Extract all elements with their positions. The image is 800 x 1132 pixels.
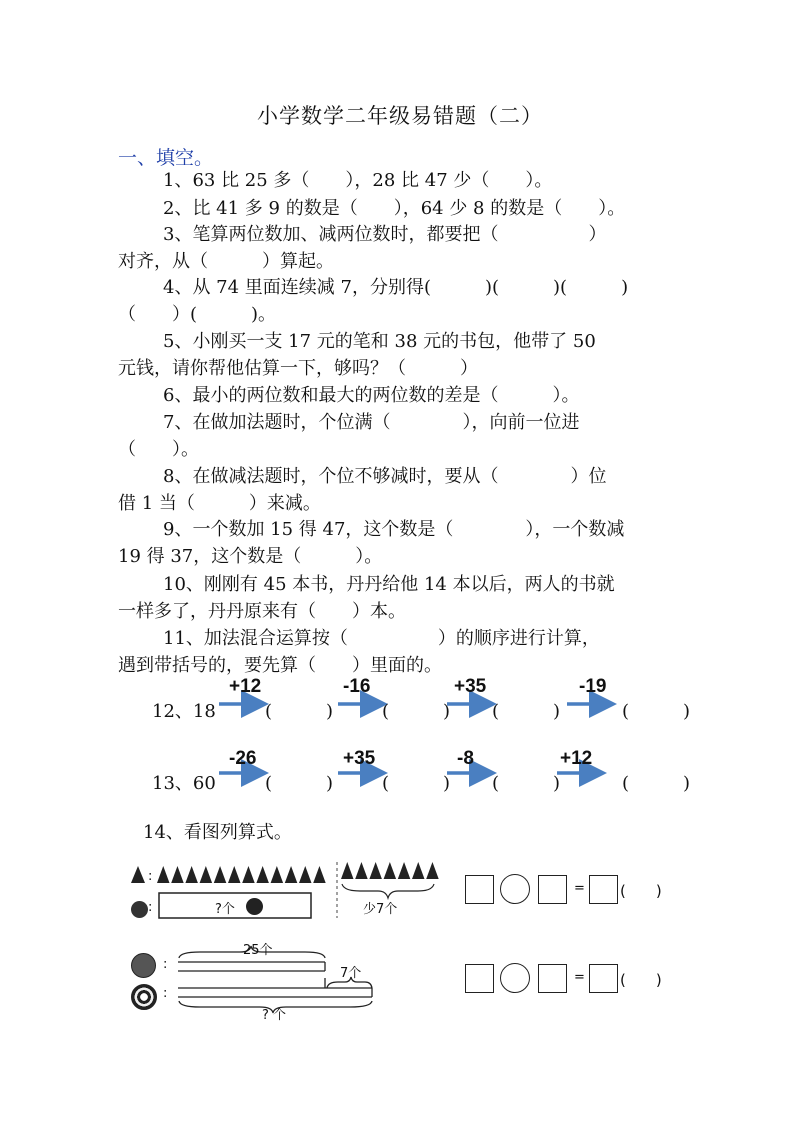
chain-12-op-3: +35 [454, 676, 487, 697]
triangle-icon [299, 866, 312, 883]
triangle-icon [369, 862, 382, 879]
unit-blank[interactable]: ( ) [620, 882, 662, 900]
triangle-icon [256, 866, 269, 883]
question-count-label: ?个 [215, 902, 235, 917]
question-8-line-1: 8、在做减法题时，个位不够减时，要从（ ）位 [163, 466, 607, 487]
label-7: 7个 [340, 966, 362, 981]
operator-circle[interactable] [500, 963, 530, 993]
colon-3: : [163, 957, 168, 972]
brace-icon [342, 884, 434, 898]
answer-box[interactable] [465, 964, 494, 993]
unit-blank[interactable]: ( ) [620, 971, 662, 989]
chain-13-op-3: -8 [457, 748, 474, 769]
colon-2: : [148, 900, 153, 915]
colon-1: : [148, 869, 153, 884]
triangle-icon [313, 866, 326, 883]
chain-13-start: 13、60 [152, 773, 216, 794]
chain-12-blank-1[interactable]: ( ) [265, 701, 334, 722]
answer-box[interactable] [538, 875, 567, 904]
triangle-icon [157, 866, 170, 883]
question-5-line-1: 5、小刚买一支 17 元的笔和 38 元的书包，他带了 50 [163, 331, 596, 352]
answer-box[interactable] [465, 875, 494, 904]
question-2: 2、比 41 多 9 的数是（ ），64 少 8 的数是（ ）。 [163, 198, 626, 219]
question-8-line-2: 借 1 当（ ）来减。 [118, 493, 321, 514]
question-9-line-1: 9、一个数加 15 得 47，这个数是（ ），一个数减 [163, 519, 625, 540]
triangle-icon [412, 862, 425, 879]
chain-13-blank-2[interactable]: ( ) [382, 773, 451, 794]
chain-12-op-4: -19 [579, 676, 607, 697]
fewer-label: 少7个 [363, 902, 398, 917]
question-4-line-1: 4、从 74 里面连续减 7，分别得( )( )( ) [163, 277, 629, 298]
equals-sign: = [574, 970, 585, 985]
chain-13-blank-1[interactable]: ( ) [265, 773, 334, 794]
triangle-icon [285, 866, 298, 883]
triangle-icon [242, 866, 255, 883]
chain-13-op-4: +12 [560, 748, 593, 769]
section-heading: 一、填空。 [118, 147, 214, 169]
question-9-line-2: 19 得 37，这个数是（ ）。 [118, 546, 383, 567]
question-3-line-2: 对齐，从（ ）算起。 [118, 251, 334, 272]
page-title: 小学数学二年级易错题（二） [257, 104, 543, 128]
question-5-line-2: 元钱，请你帮他估算一下，够吗？（ ） [118, 358, 478, 379]
chain-13-op-1: -26 [229, 748, 257, 769]
question-4-line-2: （ ）( )。 [118, 304, 277, 325]
question-14-title: 14、看图列算式。 [143, 822, 292, 843]
question-11-line-1: 11、加法混合运算按（ ）的顺序进行计算， [163, 628, 600, 649]
chain-12-start: 12、18 [152, 701, 216, 722]
answer-box[interactable] [538, 964, 567, 993]
answer-box[interactable] [589, 875, 618, 904]
question-1: 1、63 比 25 多（ ），28 比 47 少（ ）。 [163, 170, 553, 191]
chain-13-blank-3[interactable]: ( ) [492, 773, 561, 794]
chain-12-op-1: +12 [229, 676, 262, 697]
question-count-label-2: ? 个 [262, 1008, 287, 1023]
soccer-ball-icon [131, 984, 157, 1010]
chain-12-op-2: -16 [343, 676, 371, 697]
question-10-line-2: 一样多了，丹丹原来有（ ）本。 [118, 601, 406, 622]
triangle-icon [384, 862, 397, 879]
question-3-line-1: 3、笔算两位数加、减两位数时，都要把（ ） [163, 224, 607, 245]
triangle-icon [271, 866, 284, 883]
operator-circle[interactable] [500, 874, 530, 904]
question-7-line-2: （ ）。 [118, 439, 199, 460]
chain-12-blank-2[interactable]: ( ) [382, 701, 451, 722]
triangle-icon [398, 862, 411, 879]
triangle-icon [341, 862, 354, 879]
triangle-icon [131, 866, 145, 883]
label-25: 25个 [243, 943, 273, 958]
question-10-line-1: 10、刚刚有 45 本书，丹丹给他 14 本以后，两人的书就 [163, 574, 615, 595]
chain-12-blank-3[interactable]: ( ) [492, 701, 561, 722]
basketball-icon [131, 953, 156, 978]
triangle-icon [228, 866, 241, 883]
chain-13-op-2: +35 [343, 748, 376, 769]
triangle-icon [171, 866, 184, 883]
question-11-line-2: 遇到带括号的，要先算（ ）里面的。 [118, 655, 442, 676]
triangle-icon [185, 866, 198, 883]
equals-sign: = [574, 881, 585, 896]
triangle-icon [355, 862, 368, 879]
colon-4: : [163, 986, 168, 1001]
black-ball-icon [246, 898, 263, 915]
question-7-line-1: 7、在做加法题时，个位满（ ），向前一位进 [163, 412, 580, 433]
black-ball-icon [131, 901, 148, 918]
answer-box[interactable] [589, 964, 618, 993]
triangle-icon [426, 862, 439, 879]
triangle-icon [200, 866, 213, 883]
chain-12-blank-4[interactable]: ( ) [622, 701, 691, 722]
triangle-icon [214, 866, 227, 883]
chain-13-blank-4[interactable]: ( ) [622, 773, 691, 794]
question-6: 6、最小的两位数和最大的两位数的差是（ ）。 [163, 385, 580, 406]
